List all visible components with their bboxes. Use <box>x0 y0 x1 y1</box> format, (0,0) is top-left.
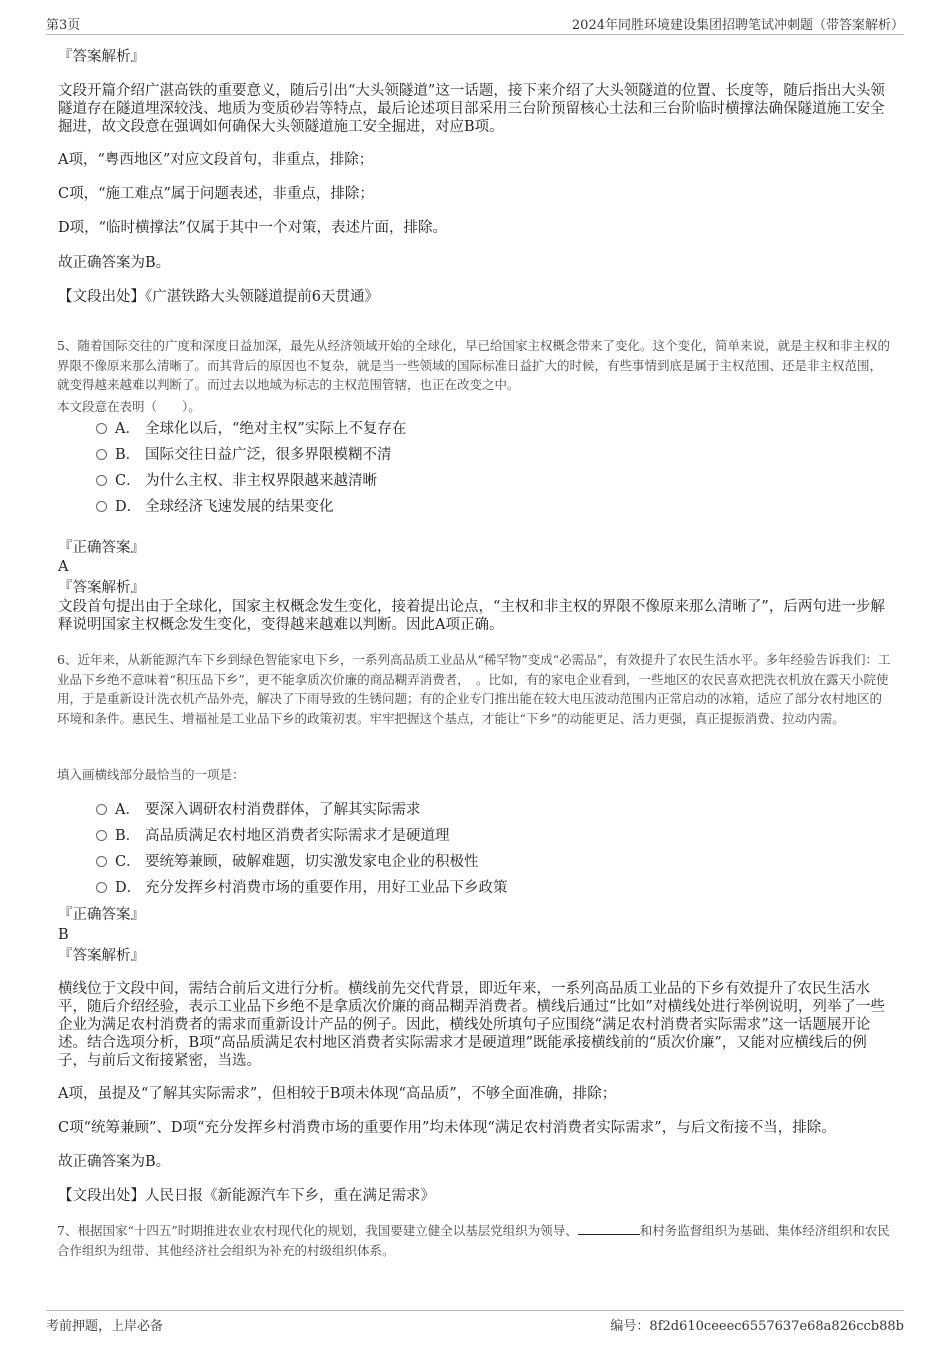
q6-prompt: 填入画横线部分最恰当的一项是： <box>57 767 245 782</box>
q6-analysis-option-cd: C项“统筹兼顾”、D项“充分发挥乡村消费市场的重要作用”均未体现“满足农村消费者实际需求”，与后文衔接不当，排除。 <box>58 1120 836 1136</box>
q5-answer: A <box>58 559 69 575</box>
q6-answer-title: 『正确答案』 <box>58 907 145 923</box>
radio-icon[interactable] <box>96 423 107 434</box>
radio-icon[interactable] <box>96 882 107 893</box>
q4-source: 【文段出处】《广湛铁路大头领隧道提前6天贯通》 <box>58 289 379 305</box>
q6-analysis-paragraph: 横线位于文段中间，需结合前后文进行分析。横线前先交代背景，即近年来，一系列高品质工业品的下乡有效提升了农民生活水平，随后介绍经验，表示工业品下乡绝不是拿质次价廉的商品糊弄消费者。横线后通过“比如”对横线处进行举例说明，列举了一些企业为满足农村消费者的需求而重新设计产品的例子。因此，横线处所填句子应围绕“满足农村消费者实际需求”这一话题展开论述。结合选项分析，B项“高品质满足农村地区消费者实际需求才是硬道理”既能承接横线前的“质次价廉”，又能对应横线后的例子，与前后文衔接紧密，当选。 <box>58 981 885 1069</box>
q4-analysis-title: 『答案解析』 <box>58 49 145 65</box>
page-header <box>46 14 904 35</box>
q6-analysis-option-a: A项，虽提及“了解其实际需求”，但相较于B项未体现“高品质”，不够全面准确，排除； <box>58 1086 617 1102</box>
q6-option-d[interactable]: D． 充分发挥乡村消费市场的重要作用，用好工业品下乡政策 <box>96 879 508 897</box>
q4-analysis-option-c: C项，“施工难点”属于问题表述，非重点，排除； <box>58 186 374 202</box>
q5-answer-title: 『正确答案』 <box>58 540 145 556</box>
radio-icon[interactable] <box>96 449 107 460</box>
q6-option-c[interactable]: C． 要统筹兼顾，破解难题，切实激发家电企业的积极性 <box>96 853 479 871</box>
fill-blank[interactable] <box>578 1222 640 1235</box>
q6-option-a[interactable]: A． 要深入调研农村消费群体，了解其实际需求 <box>96 801 421 819</box>
q5-option-b[interactable]: B． 国际交往日益广泛，很多界限模糊不清 <box>96 446 392 464</box>
q4-analysis-option-d: D项，“临时横撑法”仅属于其中一个对策，表述片面，排除。 <box>58 220 447 236</box>
q6-analysis-title: 『答案解析』 <box>58 948 145 964</box>
q5-option-c[interactable]: C． 为什么主权、非主权界限越来越清晰 <box>96 472 377 490</box>
radio-icon[interactable] <box>96 475 107 486</box>
q5-analysis-title: 『答案解析』 <box>58 580 145 596</box>
q7-stem: 7、根据国家“十四五”时期推进农业农村现代化的规划，我国要建立健全以基层党组织为领导、 和村务监督组织为基础、集体经济组织和农民合作组织为纽带、其他经济社会组织为补充的村级组织体系。 <box>57 1223 890 1258</box>
document-title: 2024年同胜环境建设集团招聘笔试冲刺题（带答案解析） <box>571 18 904 33</box>
radio-icon[interactable] <box>96 501 107 512</box>
radio-icon[interactable] <box>96 804 107 815</box>
document-code: 编号：8f2d610ceeec6557637e68a826ccb88b <box>610 1319 904 1334</box>
q5-option-d[interactable]: D． 全球经济飞速发展的结果变化 <box>96 498 334 516</box>
q5-option-a[interactable]: A． 全球化以后，“绝对主权”实际上不复存在 <box>96 420 406 438</box>
q6-option-b[interactable]: B． 高品质满足农村地区消费者实际需求才是硬道理 <box>96 827 450 845</box>
q5-analysis: 文段首句提出由于全球化，国家主权概念发生变化，接着提出论点，“主权和非主权的界限不像原来那么清晰了”，后两句进一步解释说明国家主权概念发生变化，变得越来越难以判断。因此A项正确。 <box>58 599 885 633</box>
page-number: 第3页 <box>46 18 81 33</box>
q5-stem: 5、随着国际交往的广度和深度日益加深，最先从经济领域开始的全球化，早已给国家主权概念带来了变化。这个变化，简单来说，就是主权和非主权的界限不像原来那么清晰了。而其背后的原因也不复杂，就是当一些领域的国际标准日益扩大的时候，有些事情到底是属于主权范围、还是非主权范围，就变得越来越难以判断了。而过去以地域为标志的主权范围管辖，也正在改变之中。 <box>57 338 890 392</box>
q6-stem: 6、近年来，从新能源汽车下乡到绿色智能家电下乡，一系列高品质工业品从“稀罕物”变成“必需品”，有效提升了农民生活水平。多年经验告诉我们：工业品下乡绝不意味着“积压品下乡”，更不能拿质次价廉的商品糊弄消费者， 。比如，有的家电企业看到，一些地区的农民喜欢把洗衣机放在露天小院使用，于是重新设计洗衣机产品外壳，解决了下雨导致的生锈问题；有的企业专门推出能在较大电压波动范围内正常启动的冰箱，适应了部分农村地区的环境和条件。惠民生、增福祉是工业品下乡的政策初衷。牢牢把握这个基点，才能让“下乡”的动能更足、活力更强，真正提振消费、拉动内需。 <box>57 652 891 726</box>
radio-icon[interactable] <box>96 856 107 867</box>
q5-prompt: 本文段意在表明（ ）。 <box>57 399 201 414</box>
radio-icon[interactable] <box>96 830 107 841</box>
page-footer <box>46 1310 904 1333</box>
q4-conclusion: 故正确答案为B。 <box>58 255 171 271</box>
q6-conclusion: 故正确答案为B。 <box>58 1154 171 1170</box>
q6-answer: B <box>58 927 69 943</box>
q4-analysis-paragraph: 文段开篇介绍广湛高铁的重要意义，随后引出“大头领隧道”这一话题，接下来介绍了大头领隧道的位置、长度等，随后指出大头领隧道存在隧道埋深较浅、地质为变质砂岩等特点，最后论述项目部采用三台阶预留核心土法和三台阶临时横撑法确保隧道施工安全掘进，故文段意在强调如何确保大头领隧道施工安全掘进，对应B项。 <box>58 83 885 135</box>
footer-slogan: 考前押题，上岸必备 <box>46 1319 164 1334</box>
q4-analysis-option-a: A项，“粤西地区”对应文段首句，非重点，排除； <box>58 152 374 168</box>
q6-source: 【文段出处】人民日报《新能源汽车下乡，重在满足需求》 <box>58 1188 435 1204</box>
